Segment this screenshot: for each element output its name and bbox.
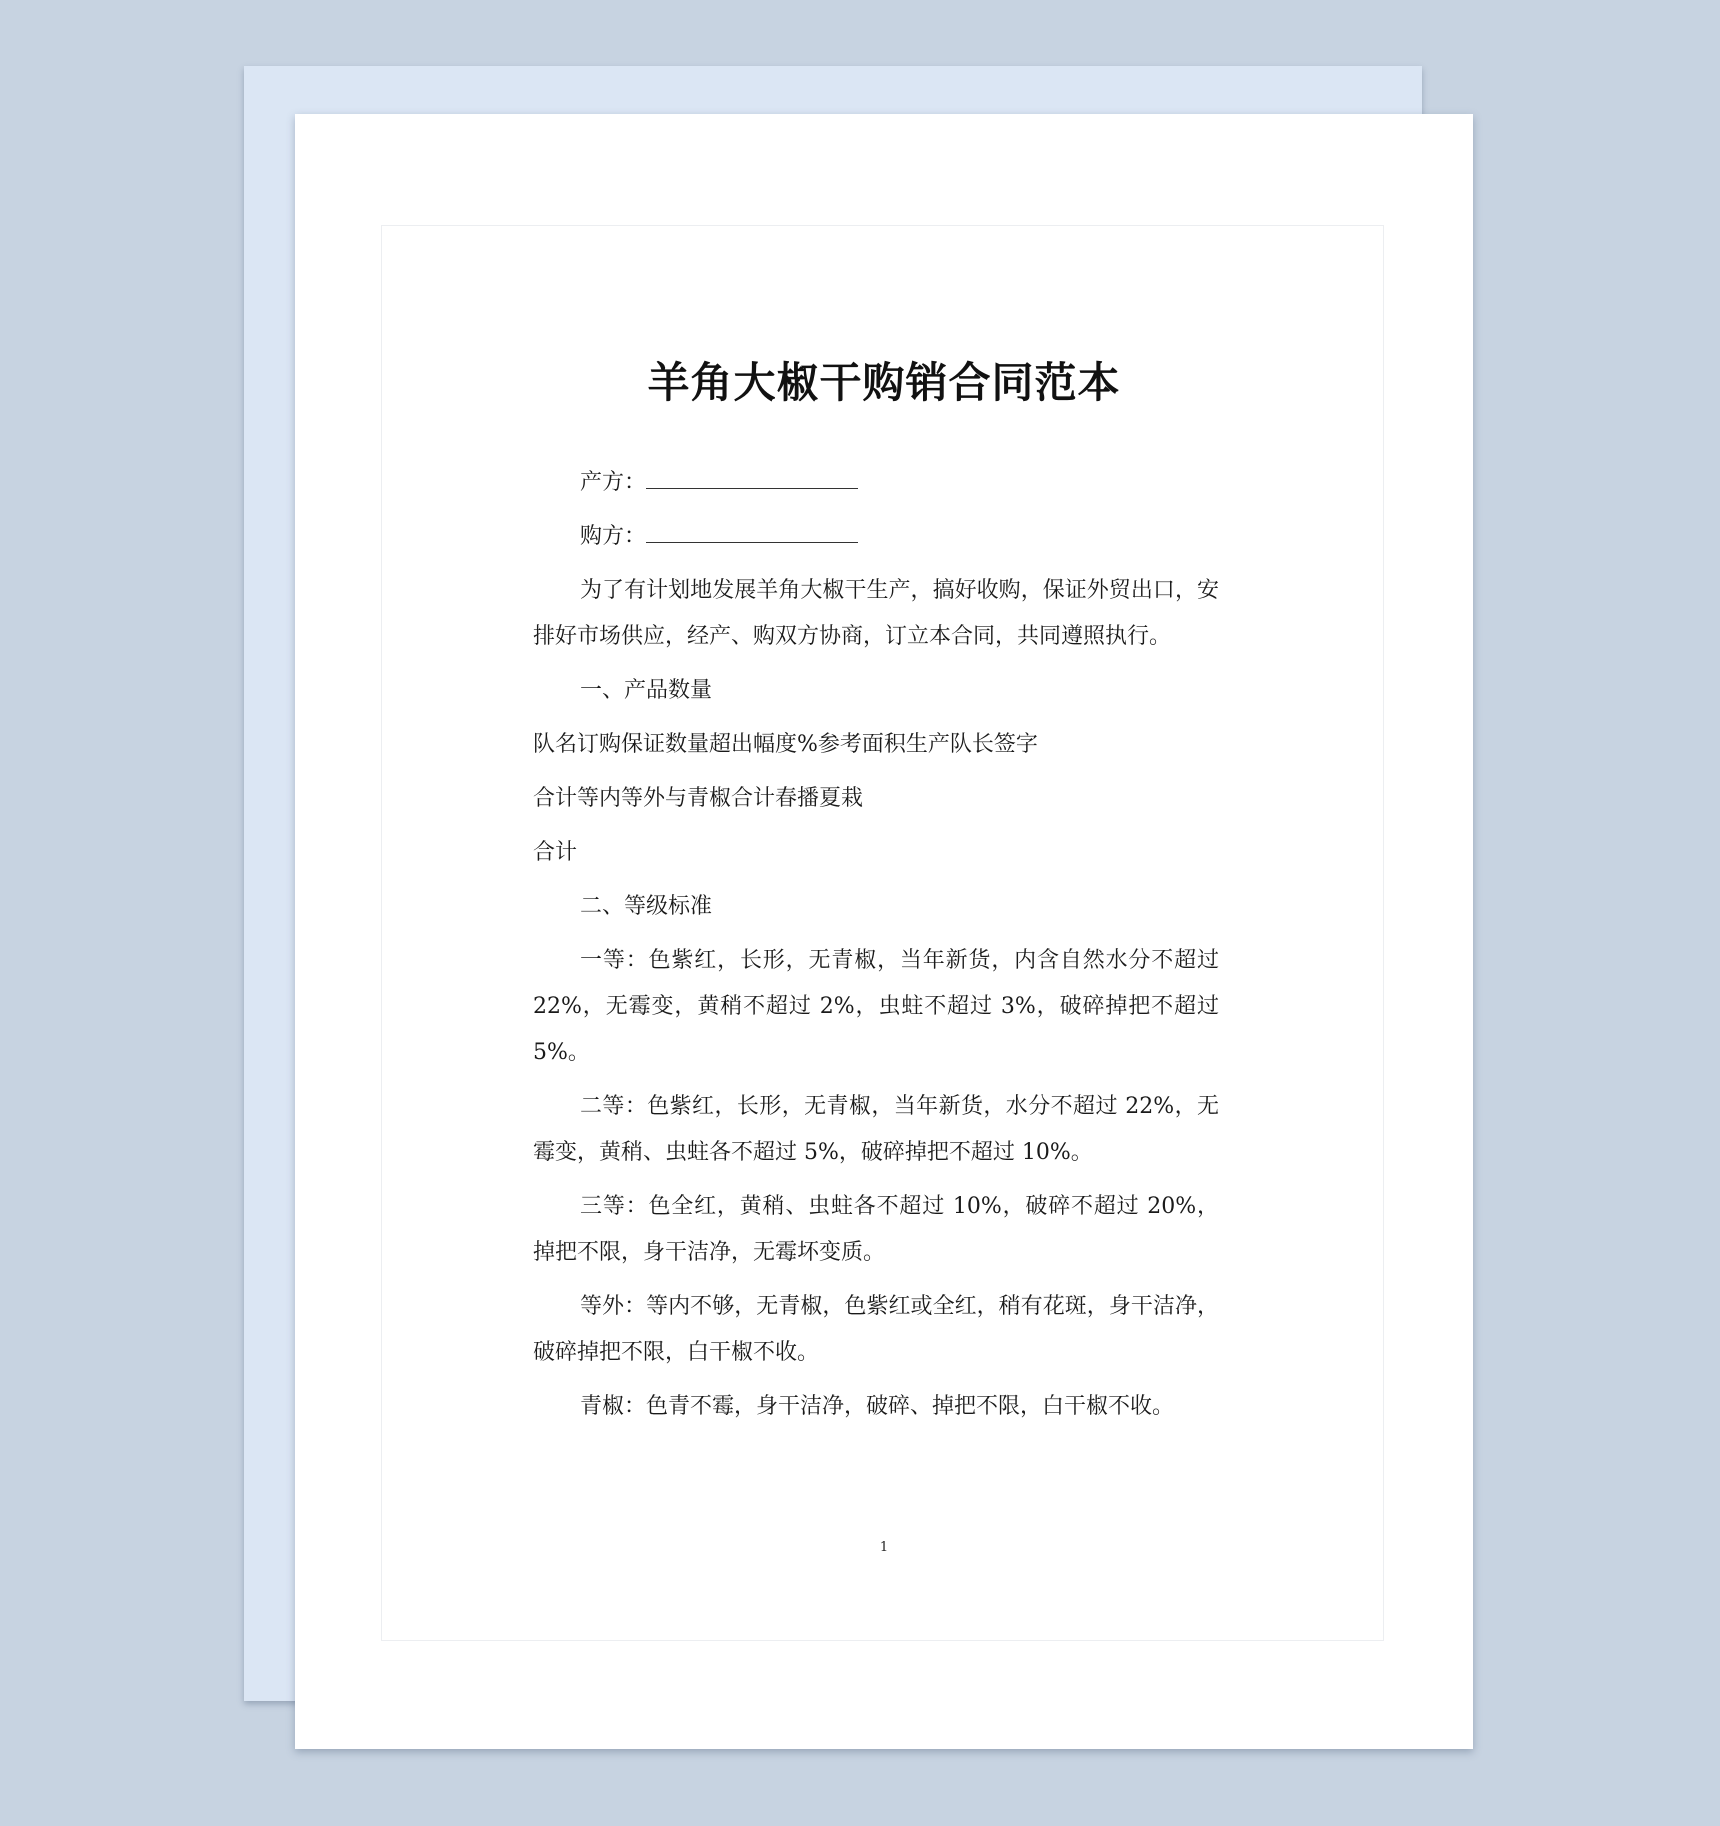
buyer-label: 购方： [580, 524, 647, 549]
grade-third-paragraph: 三等：色全红，黄稍、虫蛀各不超过 10%，破碎不超过 20%，掉把不限，身干洁净，无霉坏变质。 [533, 1194, 1219, 1265]
buyer-line [533, 514, 1219, 560]
buyer-blank [646, 514, 858, 543]
section-heading-quantity: 一、产品数量 [580, 678, 713, 703]
table-line-2: 合计等内等外与青椒合计春播夏栽 [533, 786, 864, 811]
page-number: 1 [879, 1540, 889, 1555]
seller-blank [646, 460, 858, 489]
seller-label: 产方： [580, 470, 647, 495]
section-heading-grades: 二、等级标准 [580, 894, 713, 919]
document-title: 羊角大椒干购销合同范本 [647, 358, 1121, 407]
grade-green-pepper-paragraph: 青椒：色青不霉，身干洁净，破碎、掉把不限，白干椒不收。 [580, 1394, 1175, 1419]
grade-first-paragraph: 一等：色紫红，长形，无青椒，当年新货，内含自然水分不超过 22%，无霉变，黄稍不超过 2%，虫蛀不超过 3%，破碎掉把不超过 5%。 [533, 948, 1219, 1065]
seller-line [533, 460, 1219, 506]
grade-substandard-paragraph: 等外：等内不够，无青椒，色紫红或全红，稍有花斑，身干洁净，破碎掉把不限，白干椒不收。 [533, 1294, 1219, 1365]
document-body [533, 460, 1219, 1430]
grade-second-paragraph: 二等：色紫红，长形，无青椒，当年新货，水分不超过 22%，无霉变，黄稍、虫蛀各不超过 5%，破碎掉把不超过 10%。 [533, 1094, 1219, 1165]
table-line-3: 合计 [533, 840, 578, 865]
document-page [295, 114, 1473, 1749]
intro-paragraph: 为了有计划地发展羊角大椒干生产，搞好收购，保证外贸出口，安排好市场供应，经产、购双方协商，订立本合同，共同遵照执行。 [533, 578, 1219, 649]
table-line-1: 队名订购保证数量超出幅度%参考面积生产队长签字 [533, 732, 1038, 757]
